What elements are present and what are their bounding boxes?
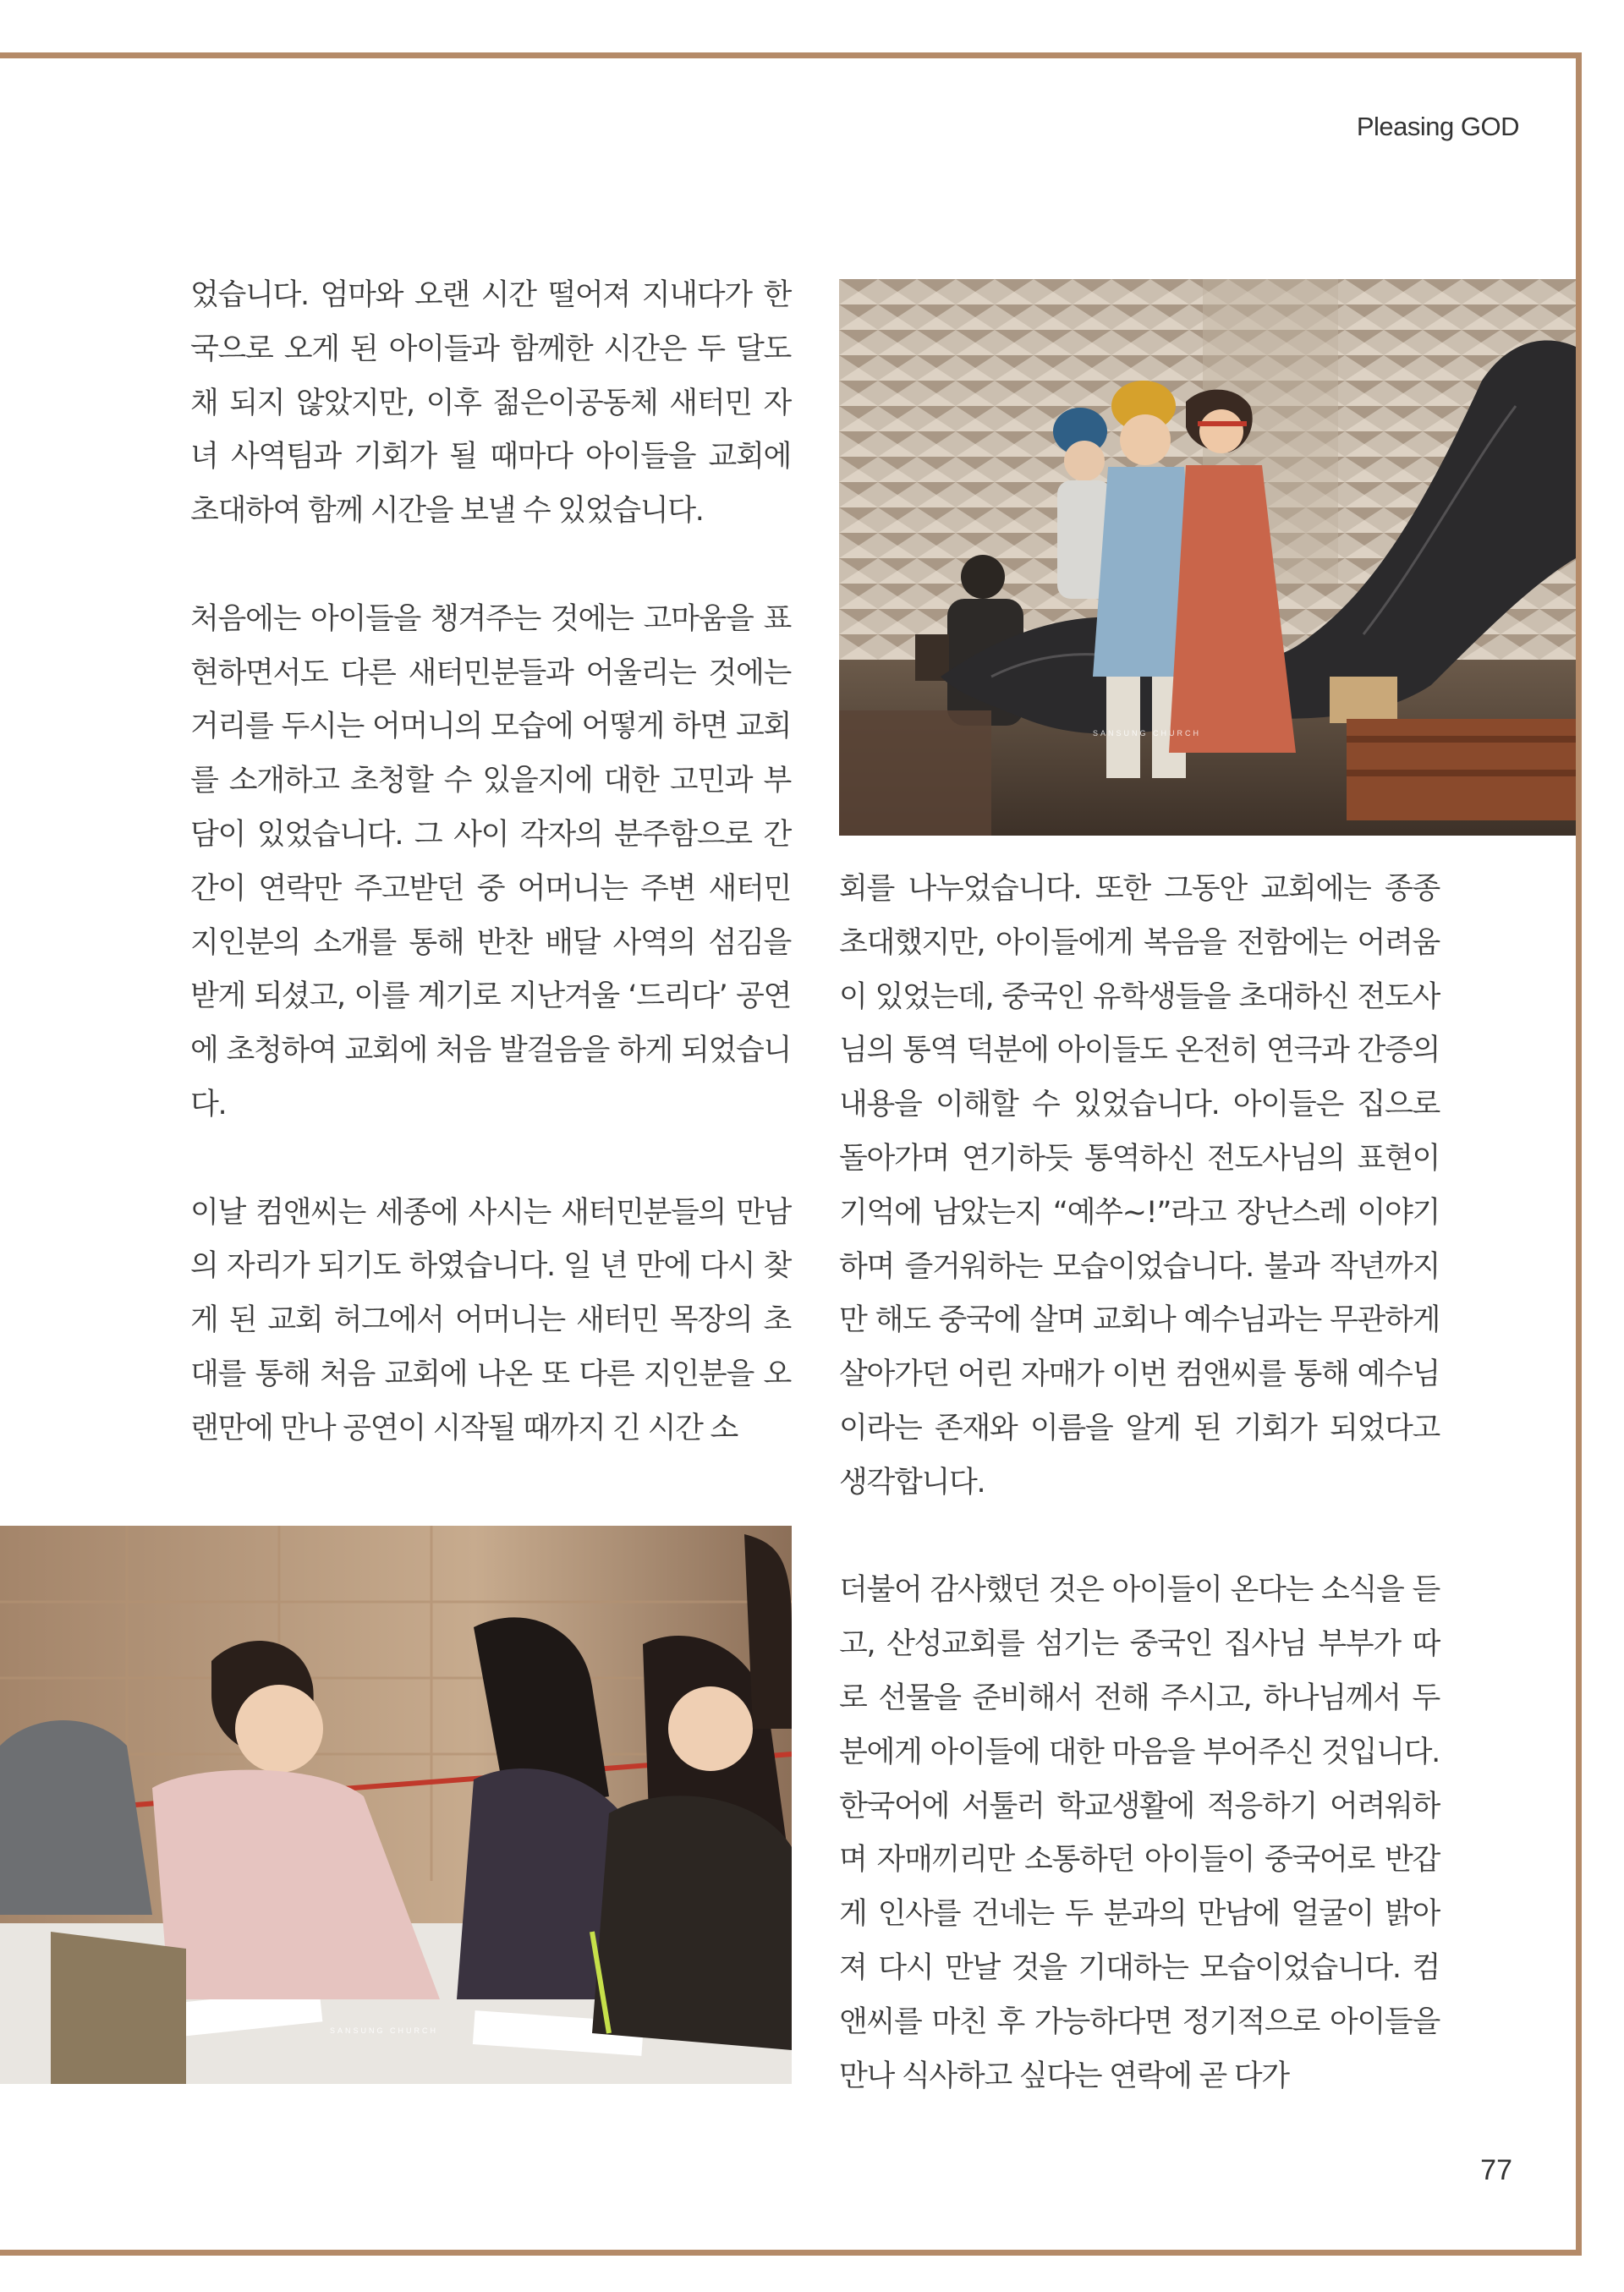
signing-photo	[0, 1526, 792, 2084]
photo-watermark: SANSUNG CHURCH	[1093, 729, 1202, 737]
paragraph: 처음에는 아이들을 챙겨주는 것에는 고마움을 표현하면서도 다른 새터민분들과 어울리는 것에는 거리를 두시는 어머니의 모습에 어떻게 하면 교회를 소개하고 초청할 수 있을지에 대한 고민과 부담이 있었습니다. 그 사이 각자의 분주함으로 간간이 연락만 주고받던 중 어머니는 주변 새터민 지인분의 소개를 통해 반찬 배달 사역의 섬김을 받게 되셨고, 이를 계기로 지난겨울 ‘드리다’ 공연에 초청하여 교회에 처음 발걸음을 하게 되었습니다.	[190, 601, 791, 1121]
paragraph: 회를 나누었습니다. 또한 그동안 교회에는 종종 초대했지만, 아이들에게 복음을 전함에는 어려움이 있었는데, 중국인 유학생들을 초대하신 전도사님의 통역 덕분에 아이들도 온전히 연극과 간증의 내용을 이해할 수 있었습니다. 아이들은 집으로 돌아가며 연기하듯 통역하신 전도사님의 표현이 기억에 남았는지 “예쑤~!”라고 장난스레 이야기하며 즐거워하는 모습이었습니다. 불과 작년까지만 해도 중국에 살며 교회나 예수님과는 무관하게 살아가던 어린 자매가 이번 컴앤씨를 통해 예수님이라는 존재와 이름을 알게 된 기회가 되었다고 생각합니다.	[839, 872, 1440, 1500]
photo-watermark: SANSUNG CHURCH	[330, 2026, 439, 2035]
performance-illustration	[839, 279, 1576, 836]
page-frame-bottom	[0, 2250, 1582, 2256]
paragraph: 이날 컴앤씨는 세종에 사시는 새터민분들의 만남의 자리가 되기도 하였습니다. 일 년 만에 다시 찾게 된 교회 허그에서 어머니는 새터민 목장의 초대를 통해 처음 교회에 나온 또 다른 지인분을 오랜만에 만나 공연이 시작될 때까지 긴 시간 소	[190, 1195, 791, 1445]
page-number: 77	[1480, 2154, 1512, 2186]
article-left-column	[190, 269, 791, 1456]
paragraph: 더불어 감사했던 것은 아이들이 온다는 소식을 듣고, 산성교회를 섬기는 중국인 집사님 부부가 따로 선물을 준비해서 전해 주시고, 하나님께서 두 분에게 아이들에 대한 마음을 부어주신 것입니다. 한국어에 서툴러 학교생활에 적응하기 어려워하며 자매끼리만 소통하던 아이들이 중국어로 반갑게 인사를 건네는 두 분과의 만남에 얼굴이 밝아져 다시 만날 것을 기대하는 모습이었습니다. 컴앤씨를 마친 후 가능하다면 정기적으로 아이들을 만나 식사하고 싶다는 연락에 곧 다가	[839, 1573, 1440, 2093]
paragraph: 었습니다. 엄마와 오랜 시간 떨어져 지내다가 한국으로 오게 된 아이들과 함께한 시간은 두 달도 채 되지 않았지만, 이후 젊은이공동체 새터민 자녀 사역팀과 기회가 될 때마다 아이들을 교회에 초대하여 함께 시간을 보낼 수 있었습니다.	[190, 278, 791, 529]
page-frame-right	[1576, 52, 1582, 2256]
article-right-column	[839, 863, 1440, 2103]
signing-illustration	[0, 1526, 792, 2084]
page-frame-top	[0, 52, 1582, 58]
running-header: Pleasing GOD	[1356, 112, 1519, 141]
performance-photo	[839, 279, 1576, 836]
